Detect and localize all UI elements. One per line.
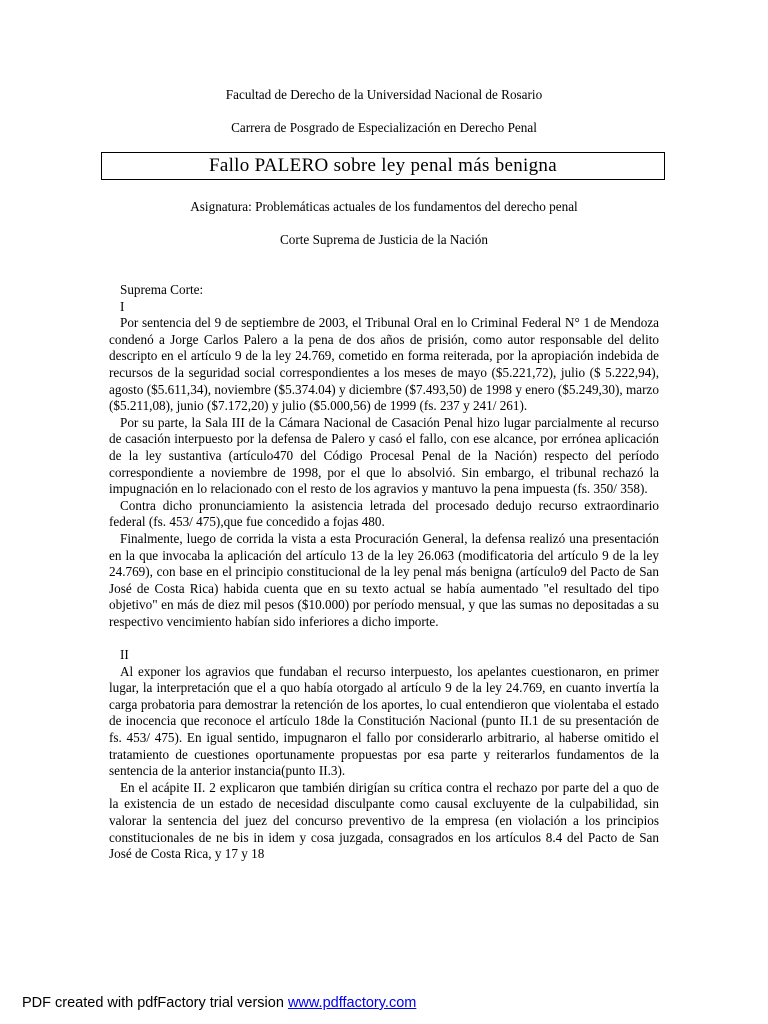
- footer-text: PDF created with pdfFactory trial version: [22, 995, 288, 1011]
- program-heading: Carrera de Posgrado de Especialización en Derecho Penal: [231, 120, 537, 135]
- paragraph-4: Finalmente, luego de corrida la vista a esta Procuración General, la defensa realizó una presentación en la que invocaba la aplicación del artículo 13 de la ley 26.063 (modificatoria del artículo 9 de la ley 24.769), con base en el principio constitucional de la ley penal más benigna (artículo9 del Pacto de San José de Costa Rica) habida cuenta que en su texto actual se había aumentado "el resultado del tipo objetivo" en más de diez mil pesos ($10.000) por período mensual, y que las sumas no depositadas a su respectivo vencimiento habían sido inferiores a dicho importe.: [109, 530, 659, 629]
- faculty-heading: Facultad de Derecho de la Universidad Nacional de Rosario: [225, 87, 543, 102]
- paragraph-3: Contra dicho pronunciamiento la asistencia letrada del procesado dedujo recurso extraordinario federal (fs. 453/ 475),que fue concedido a fojas 480.: [109, 497, 659, 530]
- footer-link[interactable]: www.pdffactory.com: [287, 995, 417, 1011]
- subject-heading: Asignatura: Problemáticas actuales de los fundamentos del derecho penal: [190, 199, 578, 214]
- court-heading: Corte Suprema de Justicia de la Nación: [279, 232, 488, 247]
- document-title: Fallo PALERO sobre ley penal más benigna: [101, 152, 665, 180]
- salutation: Suprema Corte:: [120, 282, 204, 297]
- paragraph-6: En el acápite II. 2 explicaron que también dirigían su crítica contra el rechazo por parte del a quo de la existencia de un estado de necesidad disculpante como causal excluyente de la culpabilidad, sin valorar la sentencia del juez del concurso preventivo de la empresa (en violación a los principios constitucionales de ne bis in idem y cosa juzgada, consagrados en los artículos 8.4 del Pacto de San José de Costa Rica, y 17 y 18: [109, 779, 659, 862]
- pdf-footer: [22, 994, 416, 1012]
- document-body: [109, 282, 659, 863]
- paragraph-spacer: [109, 630, 659, 647]
- section-heading-1: I: [120, 298, 125, 314]
- paragraph-2: Por su parte, la Sala III de la Cámara Nacional de Casación Penal hizo lugar parcialmente al recurso de casación interpuesto por la defensa de Palero y casó el fallo, con ese alcance, por errónea aplicación de la ley sustantiva (artículo470 del Código Procesal Penal de la Nación) respecto del período correspondiente a noviembre de 1998, por el que lo absolvió. Sin embargo, el tribunal rechazó la impugnación en lo relacionado con el resto de los agravios y mantuvo la pena impuesta (fs. 350/ 358).: [109, 414, 659, 497]
- paragraph-1: Por sentencia del 9 de septiembre de 2003, el Tribunal Oral en lo Criminal Federal N° 1 de Mendoza condenó a Jorge Carlos Palero a la pena de dos años de prisión, como autor responsable del delito descripto en el artículo 9 de la ley 24.769, cometido en forma reiterada, por la apropiación indebida de recursos de la seguridad social correspondientes a los meses de mayo ($5.221,72), julio ($ 5.222,94), agosto ($5.611,34), noviembre ($5.374.04) y diciembre ($7.493,50) de 1998 y enero ($5.249,30), marzo ($5.211,08), junio ($7.172,20) y julio ($5.000,56) de 1999 (fs. 237 y 241/ 261).: [109, 315, 659, 414]
- section-heading-2: II: [120, 647, 129, 663]
- paragraph-5: Al exponer los agravios que fundaban el recurso interpuesto, los apelantes cuestionaron, en primer lugar, la interpretación que el a quo había otorgado al artículo 9 de la ley 24.769, en cuanto invertía la carga probatoria para demostrar la retención de los aportes, lo cual entendieron que violentaba el estado de inocencia que reconoce el artículo 18de la Constitución Nacional (punto II.1 de su presentación de fs. 453/ 475). En igual sentido, impugnaron el fallo por considerarlo arbitrario, al haberse omitido el tratamiento de cuestiones oportunamente propuestas por esa parte y reiterarlos fundamentos de la sentencia de la anterior instancia(punto II.3).: [109, 663, 659, 779]
